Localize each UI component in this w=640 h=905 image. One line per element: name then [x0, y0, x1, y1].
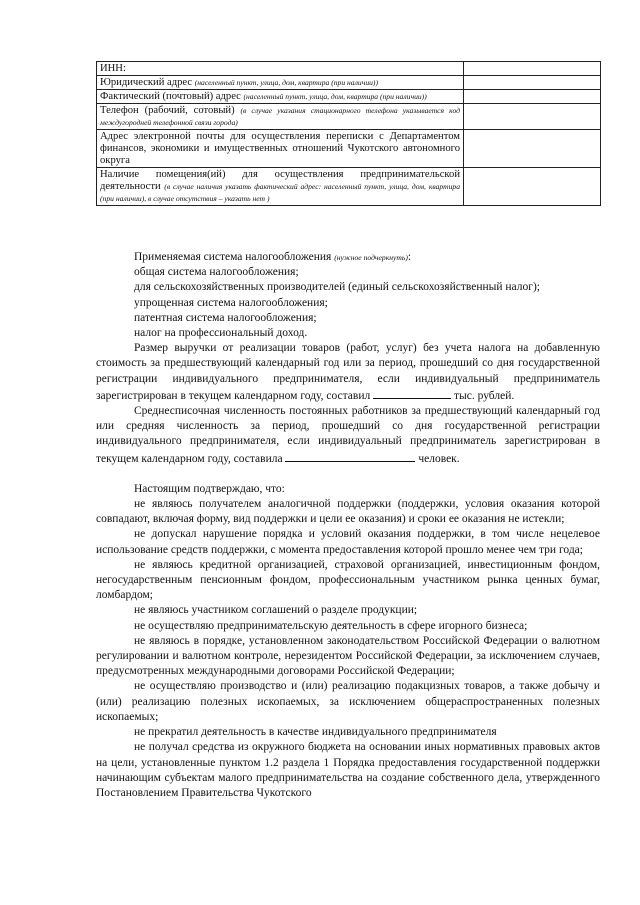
legal-address-value-cell[interactable] — [464, 76, 601, 90]
phone-value-cell[interactable] — [464, 104, 601, 130]
table-row — [97, 76, 601, 90]
email-label: Адрес электронной почты для осуществления переписки с Департаментом финансов, экономики и имущественных отношений Чукотского автономного округа — [97, 130, 464, 168]
inn-value-cell[interactable] — [464, 62, 601, 76]
confirm-item: не являюсь кредитной организацией, страховой организацией, инвестиционным фондом, негосударственным пенсионным фондом, профессиональным участником рынка ценных бумаг, ломбардом; — [96, 558, 600, 602]
confirm-item: не допускал нарушение порядка и условий оказания поддержки, в том числе нецелевое использование средств поддержки, с момента предоставления которой прошло менее чем три года; — [96, 528, 600, 556]
revenue-paragraph: Размер выручки от реализации товаров (работ, услуг) без учета налога на добавленную стоимость за предшествующий календарный год или за период, прошедший со дня государственной регистрации индивидуального предпринимателя, если индивидуальный предприниматель зарегистрирован в текущем календарном году, составил тыс. рублей. — [96, 342, 600, 402]
tax-option[interactable]: общая система налогообложения; — [134, 266, 299, 279]
document-body — [96, 250, 600, 801]
employees-blank[interactable] — [285, 450, 415, 462]
inn-label: ИНН: — [97, 62, 464, 76]
employees-paragraph: Среднесписочная численность постоянных работников за предшествующий календарный год или средняя численность за период, прошедший со дня государственной регистрации индивидуального предпринимателя, если индивидуальный предприниматель зарегистрирован в текущем календарном году, составила человек. — [96, 405, 600, 465]
confirm-item: не являюсь получателем аналогичной поддержки (поддержки, условия оказания которой совпадают, включая форму, вид поддержки и цели ее оказания) и сроки ее оказания не истекли; — [96, 498, 600, 526]
tax-system-heading: Применяемая система налогообложения (нужное подчеркнуть): — [134, 251, 412, 263]
email-value-cell[interactable] — [464, 130, 601, 168]
table-row — [97, 62, 601, 76]
confirm-item: не получал средства из окружного бюджета на основании иных нормативных правовых актов на цели, установленные пунктом 1.2 раздела 1 Порядка предоставления государственной поддержки начинающим субъектам малого предпринимательства на создание собственного дела, утвержденного Постановлением Правительства Чукотского — [96, 741, 600, 799]
revenue-blank[interactable] — [373, 387, 451, 399]
postal-address-label: Фактический (почтовый) адрес (населенный пункт, улица, дом, квартира (при наличии)) — [97, 90, 464, 104]
table-row — [97, 90, 601, 104]
tax-option[interactable]: для сельскохозяйственных производителей (единый сельскохозяйственный налог); — [134, 281, 540, 294]
confirm-item: не являюсь в порядке, установленном законодательством Российской Федерации о валютном регулировании и валютном контроле, нерезидентом Российской Федерации, за исключением случаев, предусмотренных международными договорами Российской Федерации; — [96, 634, 600, 678]
premises-value-cell[interactable] — [464, 168, 601, 206]
phone-label: Телефон (рабочий, сотовый) (в случае указания стационарного телефона указывается код междугородней телефонной связи города) — [97, 104, 464, 130]
tax-option[interactable]: патентная система налогообложения; — [134, 311, 317, 324]
premises-label: Наличие помещения(ий) для осуществления предпринимательской деятельности (в случае наличия указать фактический адрес: населенный пункт, улица, дом, квартира (при наличии), в случае отсутствия – указать нет ) — [97, 168, 464, 206]
table-row — [97, 130, 601, 168]
confirm-heading: Настоящим подтверждаю, что: — [134, 482, 285, 495]
confirm-item: не осуществляю производство и (или) реализацию подакцизных товаров, а также добычу и (или) реализацию полезных ископаемых, за исключением общераспространенных полезных ископаемых; — [96, 680, 600, 723]
confirm-item: не являюсь участником соглашений о разделе продукции; — [134, 604, 418, 617]
table-row — [97, 104, 601, 130]
postal-address-value-cell[interactable] — [464, 90, 601, 104]
tax-option[interactable]: налог на профессиональный доход. — [134, 327, 308, 340]
applicant-info-table — [96, 61, 601, 206]
legal-address-label: Юридический адрес (населенный пункт, улица, дом, квартира (при наличии)) — [97, 76, 464, 90]
confirm-item: не осуществляю предпринимательскую деятельность в сфере игорного бизнеса; — [134, 619, 528, 632]
table-row — [97, 168, 601, 206]
confirm-item: не прекратил деятельность в качестве индивидуального предпринимателя — [134, 726, 497, 739]
tax-option[interactable]: упрощенная система налогообложения; — [134, 296, 328, 309]
